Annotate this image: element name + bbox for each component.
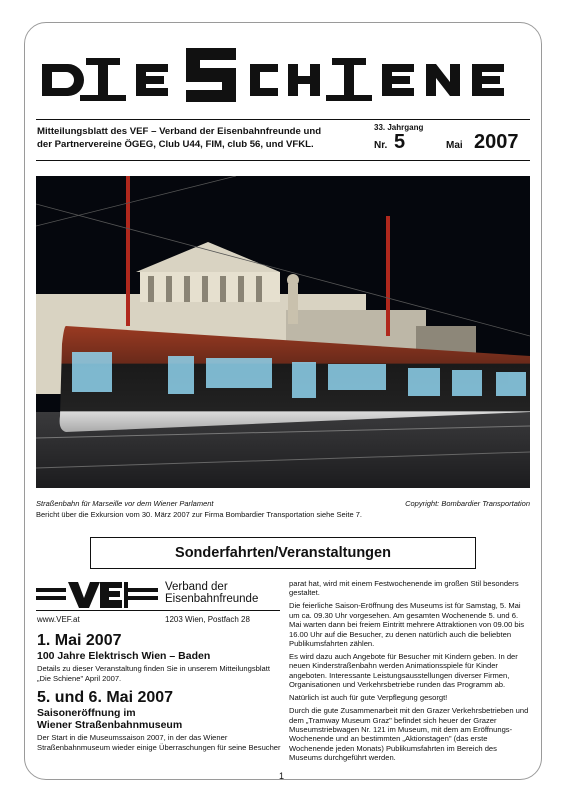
event-date: 5. und 6. Mai 2007 — [37, 689, 174, 707]
masthead-logo — [36, 38, 532, 116]
vef-rule — [36, 610, 280, 611]
vef-address: 1203 Wien, Postfach 28 — [165, 615, 250, 624]
header-rule-bottom — [36, 160, 530, 161]
events-column — [37, 632, 281, 752]
event-block — [37, 632, 281, 683]
event-title: 100 Jahre Elektrisch Wien – Baden — [37, 650, 211, 662]
event-title-line-2: Wiener Straßenbahnmuseum — [37, 719, 183, 732]
article-paragraph: Es wird dazu auch Angebote für Besucher mit Kindern geben. In der neuen Kinderstraßenbahn werden Animationsspiele für Kinder angeboten. Interessante Leistungsausstellungen diverser Firmen, Organisationen und Verkehrsbetriebe runden das Programm ab. — [289, 652, 518, 690]
subtitle-line-1: Mitteilungsblatt des VEF – Verband der Eisenbahnfreunde und — [37, 126, 322, 137]
vef-organization-name — [165, 581, 258, 605]
article-paragraph: Die feierliche Saison-Eröffnung des Museums ist für Samstag, 5. Mai um ca. 09.30 Uhr vorgesehen. Am gesamten Wochenende 5. und 6. Mai warten dann bei freiem Eintritt mehrere Attraktionen von 09.00 bis 16.00 Uhr auf die Besucher, zu denen natürlich auch die beliebten Publikumsfahrten zählen. — [289, 601, 525, 649]
article-right-column — [289, 579, 531, 766]
cover-photo — [36, 176, 530, 488]
newsletter-subtitle — [37, 126, 357, 151]
vef-org-line-2: Eisenbahnfreunde — [165, 593, 259, 605]
event-text: Details zu dieser Veranstaltung finden Sie in unserem Mitteilungsblatt „Die Schiene" April 2007. — [37, 664, 271, 683]
article-paragraph: Durch die gute Zusammenarbeit mit den Grazer Verkehrsbetrieben und dem „Tramway Museum Graz" befindet sich heuer der Grazer Museumstriebwagen Nr. 121 im Museum, mit dem am Eröffnungs-Wochenende und an bestimmten „Aktionstagen" (das erste Wochenende jeden Monats) Publikumsfahrten im Bereich des Museums durchgeführt werden. — [289, 706, 529, 763]
header-rule-top — [36, 119, 530, 120]
article-paragraph: Natürlich ist auch für gute Verpflegung gesorgt! — [289, 693, 448, 703]
subtitle-line-2: der Partnervereine ÖGEG, Club U44, FIM, club 56, und VFKL. — [37, 138, 314, 150]
vef-website-link[interactable]: www.VEF.at — [37, 615, 80, 624]
event-title-line-1: Saisoneröffnung im — [37, 707, 136, 720]
section-title-box — [90, 537, 476, 569]
vef-org-line-1: Verband der — [165, 581, 228, 593]
photo-caption: Straßenbahn für Marseille vor dem Wiener Parlament — [36, 499, 214, 508]
event-text: Der Start in die Museumssaison 2007, in der das Wiener Straßenbahnmuseum wieder einige Überraschungen für seine Besucher — [37, 733, 281, 752]
article-paragraph: parat hat, wird mit einem Festwochenende im großen Stil besonders gestaltet. — [289, 579, 519, 598]
page-number: 1 — [279, 771, 285, 781]
event-block — [37, 689, 281, 752]
issue-label: Nr. — [374, 140, 388, 151]
report-note: Bericht über die Exkursion vom 30. März 2007 zur Firma Bombardier Transportation siehe Seite 7. — [36, 510, 362, 519]
issue-year: 2007 — [474, 131, 519, 153]
issue-number: 5 — [394, 131, 406, 153]
event-date: 1. Mai 2007 — [37, 632, 122, 649]
volume-label: 33. Jahrgang — [374, 123, 424, 132]
section-title: Sonderfahrten/Veranstaltungen — [175, 545, 391, 561]
photo-copyright: Copyright: Bombardier Transportation — [405, 499, 530, 508]
issue-month: Mai — [446, 140, 463, 151]
